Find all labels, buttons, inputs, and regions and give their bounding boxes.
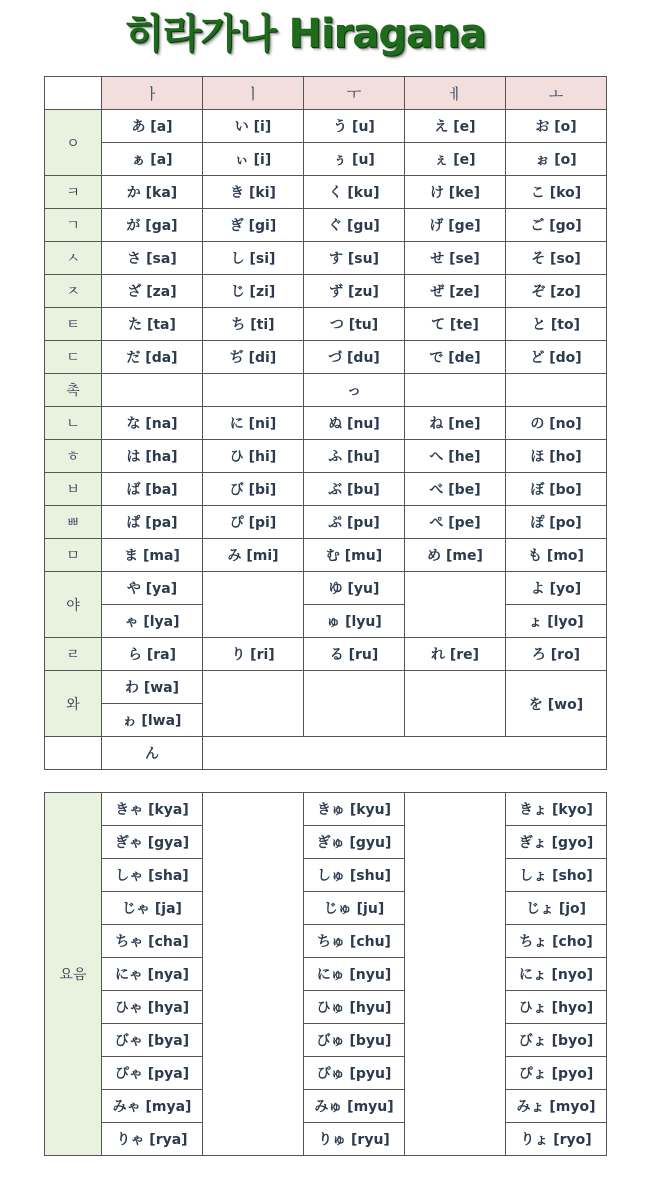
kana-cell: ら [ra] — [102, 638, 203, 671]
kana-cell: か [ka] — [102, 176, 203, 209]
table-row — [45, 605, 607, 638]
row-label: ㄴ — [45, 407, 102, 440]
row-label: ㅃ — [45, 506, 102, 539]
kana-cell: しゅ [shu] — [304, 859, 405, 892]
kana-cell: に [ni] — [203, 407, 304, 440]
kana-cell: ん — [102, 737, 203, 770]
kana-cell: っ — [304, 374, 405, 407]
kana-cell: ぴ [pi] — [203, 506, 304, 539]
kana-cell: ぎゅ [gyu] — [304, 826, 405, 859]
kana-cell: ゅ [lyu] — [304, 605, 405, 638]
kana-cell: ひゃ [hya] — [102, 991, 203, 1024]
kana-cell: び [bi] — [203, 473, 304, 506]
row-label: 야 — [45, 572, 102, 638]
kana-cell: ぴゅ [pyu] — [304, 1057, 405, 1090]
kana-cell: ゃ [lya] — [102, 605, 203, 638]
kana-cell: ほ [ho] — [506, 440, 607, 473]
kana-cell: だ [da] — [102, 341, 203, 374]
kana-cell: よ [yo] — [506, 572, 607, 605]
kana-cell: ぅ [u] — [304, 143, 405, 176]
kana-cell: ぷ [pu] — [304, 506, 405, 539]
table-row — [45, 572, 607, 605]
table-row — [45, 275, 607, 308]
kana-cell: お [o] — [506, 110, 607, 143]
row-label: ㅋ — [45, 176, 102, 209]
kana-cell: き [ki] — [203, 176, 304, 209]
table-row — [45, 1057, 607, 1090]
row-label: ㅌ — [45, 308, 102, 341]
kana-cell: にゅ [nyu] — [304, 958, 405, 991]
kana-cell: ゎ [lwa] — [102, 704, 203, 737]
kana-cell: す [su] — [304, 242, 405, 275]
kana-cell: きゅ [kyu] — [304, 793, 405, 826]
kana-cell: ぼ [bo] — [506, 473, 607, 506]
kana-cell: こ [ko] — [506, 176, 607, 209]
kana-cell: ぉ [o] — [506, 143, 607, 176]
kana-cell: く [ku] — [304, 176, 405, 209]
kana-cell: あ [a] — [102, 110, 203, 143]
row-label: ㅎ — [45, 440, 102, 473]
table-row — [45, 737, 607, 770]
column-header: ㅏ — [102, 77, 203, 110]
row-label: ㅅ — [45, 242, 102, 275]
kana-cell: ひょ [hyo] — [506, 991, 607, 1024]
kana-cell: じゃ [ja] — [102, 892, 203, 925]
kana-cell: ぞ [zo] — [506, 275, 607, 308]
table-row — [45, 506, 607, 539]
row-label: ㅂ — [45, 473, 102, 506]
kana-cell: にゃ [nya] — [102, 958, 203, 991]
kana-cell: ょ [lyo] — [506, 605, 607, 638]
kana-cell: で [de] — [405, 341, 506, 374]
kana-cell: ふ [hu] — [304, 440, 405, 473]
kana-cell: じ [zi] — [203, 275, 304, 308]
kana-cell: みゅ [myu] — [304, 1090, 405, 1123]
kana-cell: ちょ [cho] — [506, 925, 607, 958]
kana-cell: う [u] — [304, 110, 405, 143]
kana-cell: びゃ [bya] — [102, 1024, 203, 1057]
table-row — [45, 407, 607, 440]
kana-cell: ぴょ [pyo] — [506, 1057, 607, 1090]
kana-cell: しょ [sho] — [506, 859, 607, 892]
kana-cell: や [ya] — [102, 572, 203, 605]
kana-cell: は [ha] — [102, 440, 203, 473]
table-row — [45, 341, 607, 374]
row-label: ㅈ — [45, 275, 102, 308]
kana-cell: ひ [hi] — [203, 440, 304, 473]
row-label: ㄹ — [45, 638, 102, 671]
row-label: 와 — [45, 671, 102, 737]
empty-cell — [203, 793, 304, 1156]
kana-cell: み [mi] — [203, 539, 304, 572]
table-row — [45, 176, 607, 209]
kana-cell: め [me] — [405, 539, 506, 572]
table-row — [45, 826, 607, 859]
table-row — [45, 209, 607, 242]
kana-cell: り [ri] — [203, 638, 304, 671]
kana-cell: ま [ma] — [102, 539, 203, 572]
kana-cell: ご [go] — [506, 209, 607, 242]
kana-cell: りゅ [ryu] — [304, 1123, 405, 1156]
kana-cell: ゆ [yu] — [304, 572, 405, 605]
kana-cell: じゅ [ju] — [304, 892, 405, 925]
kana-cell: ど [do] — [506, 341, 607, 374]
kana-cell: け [ke] — [405, 176, 506, 209]
table-row — [45, 308, 607, 341]
empty-cell — [203, 572, 304, 638]
kana-cell: べ [be] — [405, 473, 506, 506]
kana-cell: し [si] — [203, 242, 304, 275]
table-row — [45, 539, 607, 572]
kana-cell: ぢ [di] — [203, 341, 304, 374]
kana-cell: ね [ne] — [405, 407, 506, 440]
table-row — [45, 793, 607, 826]
kana-cell: る [ru] — [304, 638, 405, 671]
kana-cell: ぜ [ze] — [405, 275, 506, 308]
kana-cell: さ [sa] — [102, 242, 203, 275]
kana-cell — [405, 374, 506, 407]
kana-cell: ぎょ [gyo] — [506, 826, 607, 859]
kana-cell: ぱ [pa] — [102, 506, 203, 539]
table-row — [45, 892, 607, 925]
empty-cell — [203, 671, 304, 737]
corner-cell — [45, 77, 102, 110]
kana-cell: ぽ [po] — [506, 506, 607, 539]
kana-cell: びゅ [byu] — [304, 1024, 405, 1057]
kana-cell: げ [ge] — [405, 209, 506, 242]
table-row — [45, 925, 607, 958]
kana-cell: が [ga] — [102, 209, 203, 242]
kana-cell: た [ta] — [102, 308, 203, 341]
empty-cell — [304, 671, 405, 737]
kana-cell: ぶ [bu] — [304, 473, 405, 506]
table-row — [45, 1090, 607, 1123]
kana-cell: りょ [ryo] — [506, 1123, 607, 1156]
column-header: ㅣ — [203, 77, 304, 110]
table-row — [45, 242, 607, 275]
kana-cell: ぇ [e] — [405, 143, 506, 176]
kana-cell: ぺ [pe] — [405, 506, 506, 539]
table-row — [45, 991, 607, 1024]
kana-cell: びょ [byo] — [506, 1024, 607, 1057]
kana-cell: れ [re] — [405, 638, 506, 671]
row-label: 요음 — [45, 793, 102, 1156]
table-row — [45, 143, 607, 176]
kana-cell: も [mo] — [506, 539, 607, 572]
kana-cell: きゃ [kya] — [102, 793, 203, 826]
kana-cell: にょ [nyo] — [506, 958, 607, 991]
table-row — [45, 958, 607, 991]
kana-cell: む [mu] — [304, 539, 405, 572]
kana-cell: ぎ [gi] — [203, 209, 304, 242]
kana-cell — [102, 374, 203, 407]
kana-cell: ちゃ [cha] — [102, 925, 203, 958]
table-row — [45, 1024, 607, 1057]
kana-cell: みゃ [mya] — [102, 1090, 203, 1123]
row-label: 촉 — [45, 374, 102, 407]
row-label — [45, 737, 102, 770]
empty-cell — [405, 671, 506, 737]
table-row — [45, 473, 607, 506]
kana-cell: ぎゃ [gya] — [102, 826, 203, 859]
row-label: ㄷ — [45, 341, 102, 374]
table-row — [45, 671, 607, 704]
kana-cell: ぐ [gu] — [304, 209, 405, 242]
kana-cell: じょ [jo] — [506, 892, 607, 925]
header-row — [45, 77, 607, 110]
kana-cell: ば [ba] — [102, 473, 203, 506]
kana-cell: い [i] — [203, 110, 304, 143]
table-row — [45, 859, 607, 892]
kana-cell: え [e] — [405, 110, 506, 143]
table-row — [45, 440, 607, 473]
kana-cell: つ [tu] — [304, 308, 405, 341]
kana-cell: ぁ [a] — [102, 143, 203, 176]
table-row — [45, 638, 607, 671]
column-header: ㅔ — [405, 77, 506, 110]
kana-cell: ず [zu] — [304, 275, 405, 308]
kana-cell: わ [wa] — [102, 671, 203, 704]
kana-cell — [506, 374, 607, 407]
kana-cell: の [no] — [506, 407, 607, 440]
table-row — [45, 374, 607, 407]
kana-cell: ぬ [nu] — [304, 407, 405, 440]
kana-cell: を [wo] — [506, 671, 607, 737]
page-title: 히라가나 Hiragana — [125, 11, 486, 57]
kana-cell: ぃ [i] — [203, 143, 304, 176]
kana-cell: りゃ [rya] — [102, 1123, 203, 1156]
kana-cell: しゃ [sha] — [102, 859, 203, 892]
empty-cell — [405, 793, 506, 1156]
kana-cell: ぴゃ [pya] — [102, 1057, 203, 1090]
row-label: ㄱ — [45, 209, 102, 242]
kana-cell: きょ [kyo] — [506, 793, 607, 826]
kana-cell: て [te] — [405, 308, 506, 341]
empty-cell — [203, 737, 607, 770]
table-row — [45, 1123, 607, 1156]
kana-cell: ちゅ [chu] — [304, 925, 405, 958]
kana-cell: へ [he] — [405, 440, 506, 473]
kana-cell: づ [du] — [304, 341, 405, 374]
row-label: ㅁ — [45, 539, 102, 572]
kana-cell: せ [se] — [405, 242, 506, 275]
table-row — [45, 110, 607, 143]
column-header: ㅜ — [304, 77, 405, 110]
yoon-table — [44, 792, 607, 1156]
kana-cell: そ [so] — [506, 242, 607, 275]
kana-cell: な [na] — [102, 407, 203, 440]
kana-cell: と [to] — [506, 308, 607, 341]
kana-cell: ざ [za] — [102, 275, 203, 308]
kana-cell — [203, 374, 304, 407]
empty-cell — [405, 572, 506, 638]
kana-cell: ろ [ro] — [506, 638, 607, 671]
kana-cell: ひゅ [hyu] — [304, 991, 405, 1024]
kana-cell: ち [ti] — [203, 308, 304, 341]
kana-cell: みょ [myo] — [506, 1090, 607, 1123]
column-header: ㅗ — [506, 77, 607, 110]
row-label: ㅇ — [45, 110, 102, 176]
hiragana-table — [44, 76, 607, 770]
